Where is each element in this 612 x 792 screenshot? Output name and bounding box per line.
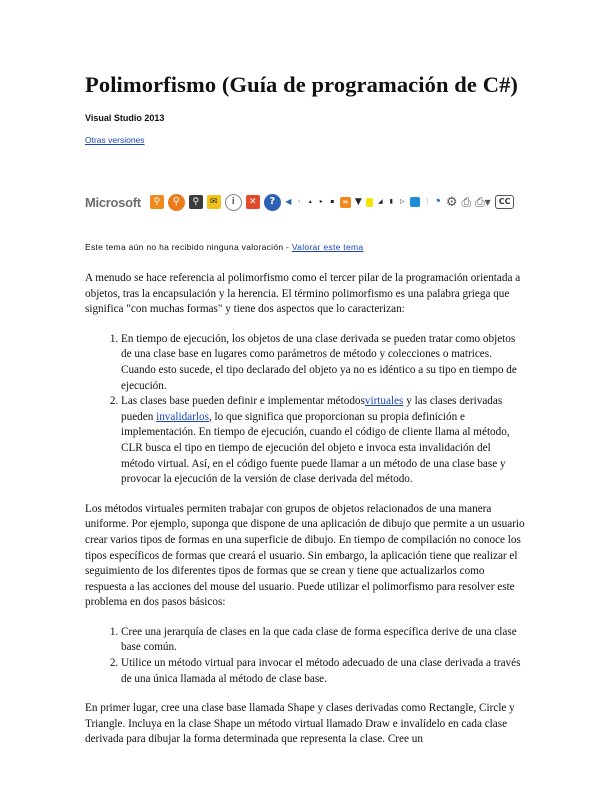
step-item-2: 2. Utilice un método virtual para invocar el método adecuado de una clase derivada a través de una única llamada al método de clase base. [121,656,525,687]
aspect-item-2-text-a: Las clases base pueden definir e implementar métodos [121,395,365,408]
step-item-1: 1. Cree una jerarquía de clases en la que cada clase de forma específica derive de una clase base común. [121,625,525,656]
page-header [85,70,530,148]
help-icon[interactable]: ? [264,194,281,211]
flag-icon[interactable]: ⚑ [435,198,441,205]
aspects-list [85,332,525,488]
signal-icon[interactable]: ◢ [378,198,383,205]
speaker-icon[interactable]: ◀ [285,197,292,206]
rating-bar [85,242,363,252]
icon-toolbar [85,190,612,214]
search-icon[interactable]: ⚲ [150,195,164,209]
separator-icon: | [426,198,429,205]
rate-topic-link[interactable]: Valorar este tema [291,242,364,252]
aspect-item-2-text-b: y las clases derivadas pueden [121,395,503,423]
other-versions-link[interactable]: Otras versiones [85,135,145,145]
arrow-right-icon[interactable]: ▸ [319,198,323,205]
search-circle-icon[interactable]: ⚲ [168,194,185,211]
microsoft-logo: Microsoft [85,194,141,210]
aspect-item-2 [121,394,525,488]
article-body [85,271,525,762]
print-options-icon[interactable]: ⎙▾ [475,195,491,209]
close-icon[interactable]: ✕ [246,195,260,209]
aspect-item-1: 1. En tiempo de ejecución, los objetos de una clase derivada se pueden tratar como objetos de una clase base en lugares como parámetros de método y colecciones o matrices. Cuando esto sucede, el tipo declarado del objeto ya no es idéntico a su tipo en tiempo de ejecución. [121,332,525,394]
rating-text: Este tema aún no ha recibido ninguna valoración - [85,242,292,252]
arrow-left-icon[interactable]: › [298,198,301,205]
blue-square-icon[interactable] [410,197,420,207]
triangle-icon[interactable]: ▴ [308,198,312,205]
filter-icon[interactable]: ▼ [354,196,362,207]
print-icon[interactable]: ⎙ [461,195,472,209]
chat-bubble-icon[interactable]: ✉ [207,195,221,209]
zoom-icon[interactable]: ⚲ [189,195,203,209]
shape-paragraph: En primer lugar, cree una clase base llamada Shape y clases derivadas como Rectangle, Circle y Triangle. Incluya en la clase Shape un método virtual llamado Draw e invalídelo en cada clase derivada para dibujar la forma determinada que representa la clase. Cree un [85,702,515,746]
info-icon[interactable]: i [225,194,242,211]
closed-captions-button[interactable]: CC [495,195,515,209]
gear-icon[interactable]: ⚙ [445,194,458,210]
highlight-icon[interactable] [366,198,373,207]
rss-icon[interactable]: ≈ [340,197,351,208]
bookmark-icon[interactable]: ▷ [400,198,405,205]
page-title: Polimorfismo (Guía de programación de C#) [85,72,519,97]
version-label: Visual Studio 2013 [85,113,165,123]
intro-paragraph: A menudo se hace referencia al polimorfismo como el tercer pilar de la programación orientada a objetos, tras la encapsulación y la herencia. El término polimorfismo es una palabra griega que significa "con muchas formas" y tiene dos aspectos que lo caracterizan: [85,272,521,316]
steps-list [85,625,525,687]
override-link[interactable]: invalidarlos [156,410,209,423]
virtual-link[interactable]: virtuales [364,395,404,408]
aspect-item-2-text-c: , lo que significa que proporcionan su propia definición e implementación. En tiempo de ejecución, cuando el código de cliente llama al método, CLR busca el tipo en tiempo de ejecución del objeto e invoca esta invalidación del método virtual. Así, en el código fuente puede llamar a un método de una clase base y provocar la ejecución de la versión de clase derivada del método. [121,410,510,486]
virtual-methods-paragraph: Los métodos virtuales permiten trabajar con grupos de objetos relacionados de una manera uniforme. Por ejemplo, suponga que dispone de una aplicación de dibujo que permite a un usuario crear varios tipos de formas en una superficie de dibujo. En tiempo de compilación no conoce los tipos específicos de formas que creará el usuario. Sin embargo, la aplicación tiene que realizar el seguimiento de los diferentes tipos de formas que se crean y tiene que actualizarlos como respuesta a las acciones del mouse del usuario. Puede utilizar el polimorfismo para resolver este problema en dos pasos básicos: [85,502,525,609]
block-icon[interactable]: ▮ [389,198,393,205]
dot-icon[interactable]: ▪ [330,198,335,205]
